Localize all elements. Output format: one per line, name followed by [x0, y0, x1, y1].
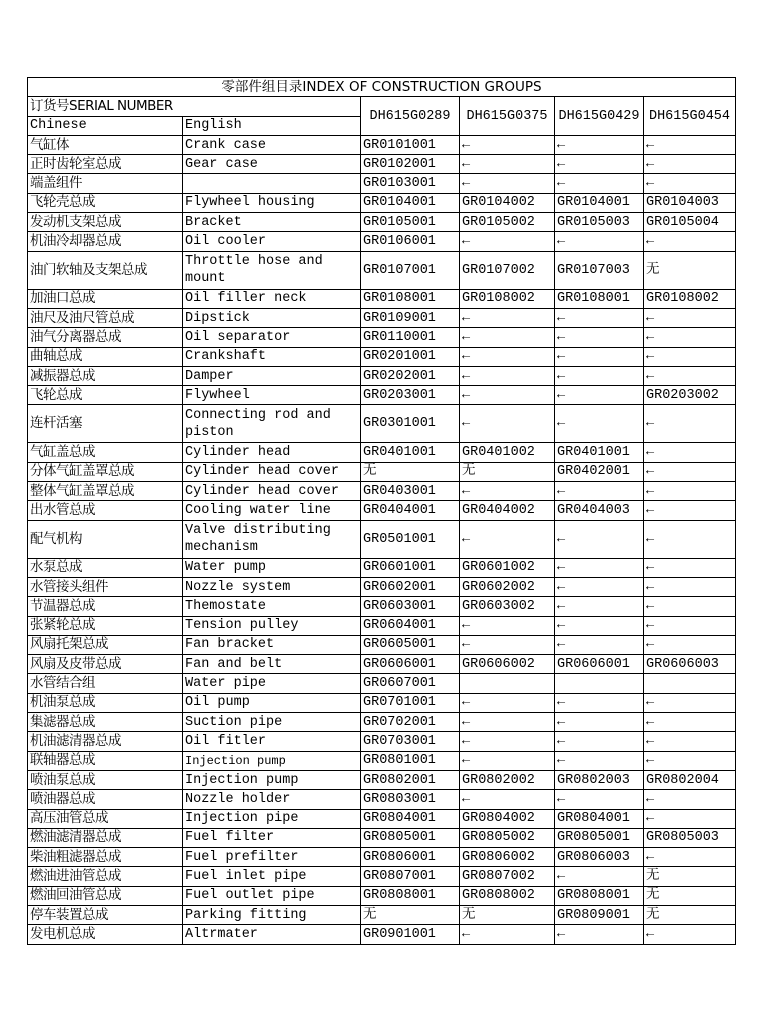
group-code-cell: ← [555, 635, 644, 654]
english-column-header: English [183, 116, 361, 135]
part-name-english: Water pump [183, 558, 361, 577]
table-row [28, 655, 736, 674]
group-code-cell: GR0605001 [361, 635, 460, 654]
part-name-english: Valve distributing mechanism [183, 520, 361, 558]
group-code-cell: ← [460, 693, 555, 712]
model-header: DH615G0375 [460, 97, 555, 136]
part-name-english [183, 174, 361, 193]
part-name-english: Oil fitler [183, 732, 361, 751]
part-name-english: Tension pulley [183, 616, 361, 635]
group-code-cell: ← [460, 232, 555, 251]
table-row [28, 905, 736, 924]
group-code-cell: ← [460, 347, 555, 366]
part-name-english: Suction pipe [183, 713, 361, 732]
group-code-cell [460, 674, 555, 693]
group-code-cell: GR0809001 [555, 905, 644, 924]
group-code-cell: ← [555, 713, 644, 732]
table-row [28, 155, 736, 174]
group-code-cell: ← [644, 174, 736, 193]
part-name-english: Flywheel housing [183, 193, 361, 212]
group-code-cell: ← [555, 558, 644, 577]
group-code-cell: GR0607001 [361, 674, 460, 693]
part-name-chinese: 机油泵总成 [28, 693, 183, 712]
group-code-cell: ← [644, 925, 736, 944]
part-name-chinese: 正时齿轮室总成 [28, 155, 183, 174]
table-row [28, 232, 736, 251]
part-name-chinese: 燃油回油管总成 [28, 886, 183, 905]
group-code-cell: ← [555, 328, 644, 347]
group-code-cell: GR0110001 [361, 328, 460, 347]
table-row [28, 713, 736, 732]
group-code-cell: ← [644, 751, 736, 770]
group-code-cell: ← [644, 597, 736, 616]
group-code-cell: ← [555, 732, 644, 751]
part-name-chinese: 喷油泵总成 [28, 770, 183, 789]
group-code-cell: 无 [361, 905, 460, 924]
group-code-cell: GR0603002 [460, 597, 555, 616]
group-code-cell: ← [644, 635, 736, 654]
table-row [28, 289, 736, 308]
part-name-english: Gear case [183, 155, 361, 174]
part-name-english: Water pipe [183, 674, 361, 693]
part-name-chinese: 油门软轴及支架总成 [28, 251, 183, 289]
group-code-cell: GR0808001 [361, 886, 460, 905]
group-code-cell: ← [644, 713, 736, 732]
part-name-chinese: 加油口总成 [28, 289, 183, 308]
table-row [28, 732, 736, 751]
model-header: DH615G0429 [555, 97, 644, 136]
group-code-cell: ← [644, 482, 736, 501]
table-row [28, 597, 736, 616]
group-code-cell: GR0107001 [361, 251, 460, 289]
part-name-chinese: 配气机构 [28, 520, 183, 558]
group-code-cell: GR0106001 [361, 232, 460, 251]
part-name-english: Cooling water line [183, 501, 361, 520]
part-name-english: Cylinder head [183, 443, 361, 462]
part-name-chinese: 节温器总成 [28, 597, 183, 616]
group-code-cell: GR0807001 [361, 867, 460, 886]
group-code-cell: ← [555, 155, 644, 174]
group-code-cell: GR0404001 [361, 501, 460, 520]
construction-groups-table [27, 77, 736, 945]
part-name-english: Dipstick [183, 308, 361, 327]
part-name-chinese: 减振器总成 [28, 366, 183, 385]
group-code-cell: GR0801001 [361, 751, 460, 770]
table-title: 零部件组目录INDEX OF CONSTRUCTION GROUPS [28, 78, 736, 97]
part-name-chinese: 风扇托架总成 [28, 635, 183, 654]
table-row [28, 193, 736, 212]
group-code-cell: GR0202001 [361, 366, 460, 385]
group-code-cell: ← [644, 558, 736, 577]
table-row [28, 867, 736, 886]
group-code-cell: GR0604001 [361, 616, 460, 635]
group-code-cell: GR0603001 [361, 597, 460, 616]
part-name-english: Fuel filter [183, 828, 361, 847]
part-name-english: Crank case [183, 135, 361, 154]
part-name-chinese: 燃油滤清器总成 [28, 828, 183, 847]
part-name-chinese: 柴油粗滤器总成 [28, 848, 183, 867]
table-row [28, 366, 736, 385]
group-code-cell: GR0108002 [644, 289, 736, 308]
group-code-cell: ← [460, 155, 555, 174]
group-code-cell: GR0701001 [361, 693, 460, 712]
model-header: DH615G0454 [644, 97, 736, 136]
group-code-cell: ← [555, 482, 644, 501]
part-name-chinese: 机油冷却器总成 [28, 232, 183, 251]
group-code-cell: ← [644, 308, 736, 327]
group-code-cell [644, 674, 736, 693]
group-code-cell: GR0802002 [460, 770, 555, 789]
table-row [28, 328, 736, 347]
part-name-english: Nozzle system [183, 577, 361, 596]
group-code-cell: GR0107003 [555, 251, 644, 289]
part-name-chinese: 气缸盖总成 [28, 443, 183, 462]
group-code-cell: 无 [644, 251, 736, 289]
table-row [28, 693, 736, 712]
group-code-cell: GR0107002 [460, 251, 555, 289]
group-code-cell: GR0808002 [460, 886, 555, 905]
group-code-cell: GR0104002 [460, 193, 555, 212]
group-code-cell: GR0802003 [555, 770, 644, 789]
group-code-cell: GR0108001 [361, 289, 460, 308]
part-name-english: Fuel prefilter [183, 848, 361, 867]
part-name-chinese: 停车装置总成 [28, 905, 183, 924]
group-code-cell: GR0601001 [361, 558, 460, 577]
group-code-cell: GR0802004 [644, 770, 736, 789]
part-name-english: Fuel inlet pipe [183, 867, 361, 886]
table-row [28, 751, 736, 770]
group-code-cell: GR0404003 [555, 501, 644, 520]
part-name-english: Themostate [183, 597, 361, 616]
table-row [28, 482, 736, 501]
part-name-chinese: 联轴器总成 [28, 751, 183, 770]
part-name-english: Cylinder head cover [183, 462, 361, 481]
group-code-cell: ← [555, 386, 644, 405]
part-name-english: Flywheel [183, 386, 361, 405]
group-code-cell: GR0401001 [555, 443, 644, 462]
group-code-cell: GR0808001 [555, 886, 644, 905]
group-code-cell: GR0105004 [644, 213, 736, 232]
group-code-cell: ← [555, 597, 644, 616]
group-code-cell: ← [644, 732, 736, 751]
part-name-chinese: 高压油管总成 [28, 809, 183, 828]
group-code-cell: GR0105001 [361, 213, 460, 232]
group-code-cell: GR0401001 [361, 443, 460, 462]
group-code-cell: ← [644, 462, 736, 481]
group-code-cell: GR0203001 [361, 386, 460, 405]
group-code-cell: ← [644, 848, 736, 867]
group-code-cell: ← [555, 925, 644, 944]
group-code-cell: GR0805002 [460, 828, 555, 847]
part-name-chinese: 气缸体 [28, 135, 183, 154]
part-name-chinese: 飞轮壳总成 [28, 193, 183, 212]
part-name-english: Damper [183, 366, 361, 385]
part-name-english: Crankshaft [183, 347, 361, 366]
part-name-chinese: 风扇及皮带总成 [28, 655, 183, 674]
group-code-cell: ← [555, 693, 644, 712]
group-code-cell: ← [555, 616, 644, 635]
chinese-column-header: Chinese [28, 116, 183, 135]
group-code-cell: GR0108001 [555, 289, 644, 308]
group-code-cell: ← [460, 790, 555, 809]
table-row [28, 616, 736, 635]
group-code-cell: GR0101001 [361, 135, 460, 154]
group-code-cell: 无 [644, 905, 736, 924]
group-code-cell: ← [555, 577, 644, 596]
part-name-chinese: 油气分离器总成 [28, 328, 183, 347]
group-code-cell: GR0601002 [460, 558, 555, 577]
part-name-english: Cylinder head cover [183, 482, 361, 501]
table-row [28, 886, 736, 905]
group-code-cell: ← [460, 713, 555, 732]
group-code-cell: 无 [460, 462, 555, 481]
group-code-cell: GR0201001 [361, 347, 460, 366]
group-code-cell: 无 [644, 867, 736, 886]
group-code-cell: GR0606001 [555, 655, 644, 674]
group-code-cell: ← [460, 308, 555, 327]
part-name-english: Oil filler neck [183, 289, 361, 308]
part-name-english: Oil separator [183, 328, 361, 347]
group-code-cell: ← [555, 867, 644, 886]
model-header: DH615G0289 [361, 97, 460, 136]
part-name-english: Injection pipe [183, 809, 361, 828]
table-row [28, 848, 736, 867]
group-code-cell: ← [644, 347, 736, 366]
part-name-chinese: 机油滤清器总成 [28, 732, 183, 751]
group-code-cell: GR0403001 [361, 482, 460, 501]
part-name-english: Fan bracket [183, 635, 361, 654]
group-code-cell: 无 [361, 462, 460, 481]
table-row [28, 520, 736, 558]
group-code-cell: ← [644, 328, 736, 347]
group-code-cell: GR0806001 [361, 848, 460, 867]
group-code-cell: ← [555, 232, 644, 251]
table-row [28, 558, 736, 577]
group-code-cell: 无 [644, 886, 736, 905]
part-name-chinese: 发电机总成 [28, 925, 183, 944]
table-row [28, 674, 736, 693]
table-row [28, 443, 736, 462]
table-row [28, 174, 736, 193]
group-code-cell: GR0402001 [555, 462, 644, 481]
part-name-chinese: 连杆活塞 [28, 405, 183, 443]
group-code-cell: ← [555, 366, 644, 385]
group-code-cell: GR0806002 [460, 848, 555, 867]
group-code-cell: ← [644, 693, 736, 712]
part-name-english: Altrmater [183, 925, 361, 944]
group-code-cell: GR0602001 [361, 577, 460, 596]
group-code-cell: ← [644, 616, 736, 635]
part-name-chinese: 发动机支架总成 [28, 213, 183, 232]
part-name-chinese: 水管接头组件 [28, 577, 183, 596]
group-code-cell: GR0404002 [460, 501, 555, 520]
group-code-cell: ← [460, 925, 555, 944]
table-row [28, 828, 736, 847]
group-code-cell: ← [644, 577, 736, 596]
group-code-cell: ← [460, 520, 555, 558]
group-code-cell: ← [644, 155, 736, 174]
group-code-cell: ← [460, 174, 555, 193]
group-code-cell: GR0401002 [460, 443, 555, 462]
part-name-english: Oil pump [183, 693, 361, 712]
table-row [28, 635, 736, 654]
serial-number-label: 订货号SERIAL NUMBER [28, 97, 361, 116]
group-code-cell: ← [460, 386, 555, 405]
group-code-cell: ← [644, 366, 736, 385]
group-code-cell: ← [644, 405, 736, 443]
table-row [28, 405, 736, 443]
group-code-cell [555, 674, 644, 693]
group-code-cell: ← [644, 809, 736, 828]
group-code-cell: ← [555, 347, 644, 366]
group-code-cell: GR0703001 [361, 732, 460, 751]
group-code-cell: GR0803001 [361, 790, 460, 809]
group-code-cell: ← [644, 790, 736, 809]
part-name-chinese: 分体气缸盖罩总成 [28, 462, 183, 481]
group-code-cell: ← [555, 174, 644, 193]
group-code-cell: GR0901001 [361, 925, 460, 944]
part-name-chinese: 张紧轮总成 [28, 616, 183, 635]
part-name-english: Connecting rod and piston [183, 405, 361, 443]
part-name-english: Parking fitting [183, 905, 361, 924]
group-code-cell: ← [644, 135, 736, 154]
group-code-cell: GR0301001 [361, 405, 460, 443]
group-code-cell: GR0501001 [361, 520, 460, 558]
group-code-cell: GR0105002 [460, 213, 555, 232]
part-name-english: Injection pump [183, 770, 361, 789]
group-code-cell: GR0104001 [555, 193, 644, 212]
group-code-cell: GR0606002 [460, 655, 555, 674]
part-name-chinese: 端盖组件 [28, 174, 183, 193]
part-name-chinese: 曲轴总成 [28, 347, 183, 366]
table-row [28, 251, 736, 289]
group-code-cell: GR0606001 [361, 655, 460, 674]
table-row [28, 386, 736, 405]
group-code-cell: GR0805001 [555, 828, 644, 847]
part-name-chinese: 水管结合组 [28, 674, 183, 693]
group-code-cell: ← [555, 308, 644, 327]
table-row [28, 809, 736, 828]
group-code-cell: ← [555, 520, 644, 558]
group-code-cell: GR0702001 [361, 713, 460, 732]
group-code-cell: 无 [460, 905, 555, 924]
group-code-cell: ← [460, 328, 555, 347]
group-code-cell: ← [555, 405, 644, 443]
part-name-chinese: 飞轮总成 [28, 386, 183, 405]
group-code-cell: ← [555, 751, 644, 770]
group-code-cell: ← [644, 443, 736, 462]
group-code-cell: ← [644, 520, 736, 558]
group-code-cell: ← [460, 751, 555, 770]
part-name-english: Oil cooler [183, 232, 361, 251]
table-body [28, 135, 736, 944]
group-code-cell: ← [460, 732, 555, 751]
part-name-chinese: 油尺及油尺管总成 [28, 308, 183, 327]
group-code-cell: ← [460, 616, 555, 635]
part-name-english: Fan and belt [183, 655, 361, 674]
part-name-chinese: 整体气缸盖罩总成 [28, 482, 183, 501]
group-code-cell: ← [460, 635, 555, 654]
group-code-cell: GR0802001 [361, 770, 460, 789]
table-row [28, 347, 736, 366]
group-code-cell: GR0806003 [555, 848, 644, 867]
group-code-cell: GR0108002 [460, 289, 555, 308]
table-row [28, 501, 736, 520]
group-code-cell: ← [555, 135, 644, 154]
group-code-cell: GR0109001 [361, 308, 460, 327]
table-row [28, 770, 736, 789]
group-code-cell: ← [460, 405, 555, 443]
part-name-english: Throttle hose and mount [183, 251, 361, 289]
table-row [28, 135, 736, 154]
part-name-chinese: 喷油器总成 [28, 790, 183, 809]
group-code-cell: GR0606003 [644, 655, 736, 674]
table-row [28, 213, 736, 232]
table-row [28, 577, 736, 596]
group-code-cell: GR0103001 [361, 174, 460, 193]
group-code-cell: GR0105003 [555, 213, 644, 232]
part-name-english: Fuel outlet pipe [183, 886, 361, 905]
part-name-english: Nozzle holder [183, 790, 361, 809]
group-code-cell: ← [644, 232, 736, 251]
group-code-cell: GR0805001 [361, 828, 460, 847]
part-name-chinese: 出水管总成 [28, 501, 183, 520]
group-code-cell: GR0102001 [361, 155, 460, 174]
group-code-cell: ← [644, 501, 736, 520]
table-row [28, 925, 736, 944]
group-code-cell: GR0804001 [555, 809, 644, 828]
group-code-cell: GR0104003 [644, 193, 736, 212]
group-code-cell: GR0104001 [361, 193, 460, 212]
table-row [28, 790, 736, 809]
group-code-cell: GR0804001 [361, 809, 460, 828]
group-code-cell: ← [460, 482, 555, 501]
group-code-cell: GR0203002 [644, 386, 736, 405]
part-name-english: Bracket [183, 213, 361, 232]
group-code-cell: ← [555, 790, 644, 809]
group-code-cell: GR0804002 [460, 809, 555, 828]
table-row [28, 308, 736, 327]
part-name-chinese: 燃油进油管总成 [28, 867, 183, 886]
part-name-chinese: 集滤器总成 [28, 713, 183, 732]
group-code-cell: ← [460, 366, 555, 385]
group-code-cell: GR0602002 [460, 577, 555, 596]
group-code-cell: GR0807002 [460, 867, 555, 886]
group-code-cell: GR0805003 [644, 828, 736, 847]
group-code-cell: ← [460, 135, 555, 154]
table-row [28, 462, 736, 481]
part-name-english: Injection pump [183, 751, 361, 770]
part-name-chinese: 水泵总成 [28, 558, 183, 577]
